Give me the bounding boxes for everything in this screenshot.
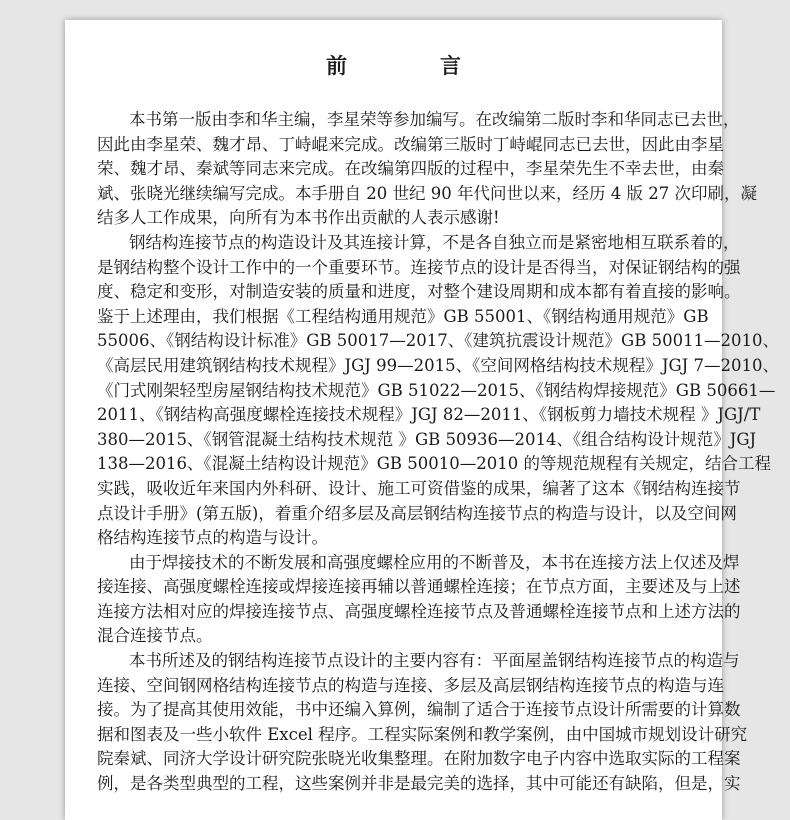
text-line: 380—2015、《钢管混凝土结构技术规范 》GB 50936—2014、《组合结构设计规范》JGJ [97,429,757,449]
document-page [65,20,780,820]
text-line: 鉴于上述理由，我们根据《工程结构通用规范》GB 55001、《钢结构通用规范》GB [97,306,709,326]
text-line: 因此由李星荣、魏才昂、丁峙崐来完成。改编第三版时丁峙崐同志已去世，因此由李星 [97,134,724,154]
text-line: 据和图表及一些小软件 Excel 程序。工程实际案例和教学案例，由中国城市规划设计研究 [97,724,748,744]
paragraph [97,108,757,231]
text-line: 2011、《钢结构高强度螺栓连接技术规程》JGJ 82—2011、《钢板剪力墙技术规程 》JGJ/T [97,405,761,425]
text-line: 本书第一版由李和华主编，李星荣等参加编写。在改编第二版时李和华同志已去世， [129,110,740,129]
text-line: 由于焊接技术的不断发展和高强度螺栓应用的不断普及，本书在连接方法上仅述及焊 [129,552,740,572]
paragraph [97,649,748,797]
text-line: 例，是各类型典型的工程，这些案例并非是最完美的选择，其中可能还有缺陷，但是，实 [97,774,741,794]
text-line: 《高层民用建筑钢结构技术规程》JGJ 99—2015、《空间网格结构技术规程》JGJ 7—2010、 [97,355,780,375]
text-line: 实践，吸收近年来国内外科研、设计、施工可资借鉴的成果，编著了这本《钢结构连接节 [97,478,741,498]
text-line: 斌、张晓光继续编写完成。本手册自 20 世纪 90 年代问世以来，经历 4 版 27 次印刷，凝 [97,183,757,203]
text-line: 荣、魏才昂、秦斌等同志来完成。在改编第四版的过程中，李星荣先生不幸去世，由秦 [97,159,724,179]
text-line: 连接、空间钢网格结构连接节点的构造与连接、多层及高层钢结构连接节点的构造与连 [97,675,724,695]
text-line: 55006、《钢结构设计标准》GB 50017—2017、《建筑抗震设计规范》GB 50011—2010、 [97,331,780,351]
text-line: 138—2016、《混凝土结构设计规范》GB 50010—2010 的等规范规程有关规定，结合工程 [97,454,772,474]
paragraph [97,551,741,649]
text-line: 《门式刚架轻型房屋钢结构技术规范》GB 51022—2015、《钢结构焊接规范》GB 50661— [97,380,776,400]
text-line: 点设计手册》(第五版)，着重介绍多层及高层钢结构连接节点的构造与设计，以及空间网 [97,503,737,523]
text-line: 结多人工作成果，向所有为本书作出贡献的人表示感谢! [97,208,500,228]
text-line: 格结构连接节点的构造与设计。 [97,528,328,548]
text-line: 接。为了提高其使用效能，书中还编入算例，编制了适合于连接节点设计所需要的计算数 [97,700,741,720]
text-line: 接连接、高强度螺栓连接或焊接连接再辅以普通螺栓连接；在节点方面，主要述及与上述 [97,577,741,597]
text-line: 是钢结构整个设计工作中的一个重要环节。连接节点的设计是否得当，对保证钢结构的强 [97,257,741,277]
text-line: 连接方法相对应的焊接连接节点、高强度螺栓连接节点及普通螺栓连接节点和上述方法的 [97,601,741,621]
document-body [97,108,780,797]
text-line: 度、稳定和变形，对制造安装的质量和进度，对整个建设周期和成本都有着直接的影响。 [97,282,741,302]
text-line: 混合连接节点。 [97,626,213,646]
text-line: 钢结构连接节点的构造设计及其连接计算，不是各自独立而是紧密地相互联系着的， [129,232,740,252]
paragraph [97,231,780,551]
page-title: 前 言 [326,53,497,78]
text-line: 院秦斌、同济大学设计研究院张晓光收集整理。在附加数字电子内容中选取实际的工程案 [97,749,741,769]
text-line: 本书所述及的钢结构连接节点设计的主要内容有：平面屋盖钢结构连接节点的构造与 [129,651,740,671]
